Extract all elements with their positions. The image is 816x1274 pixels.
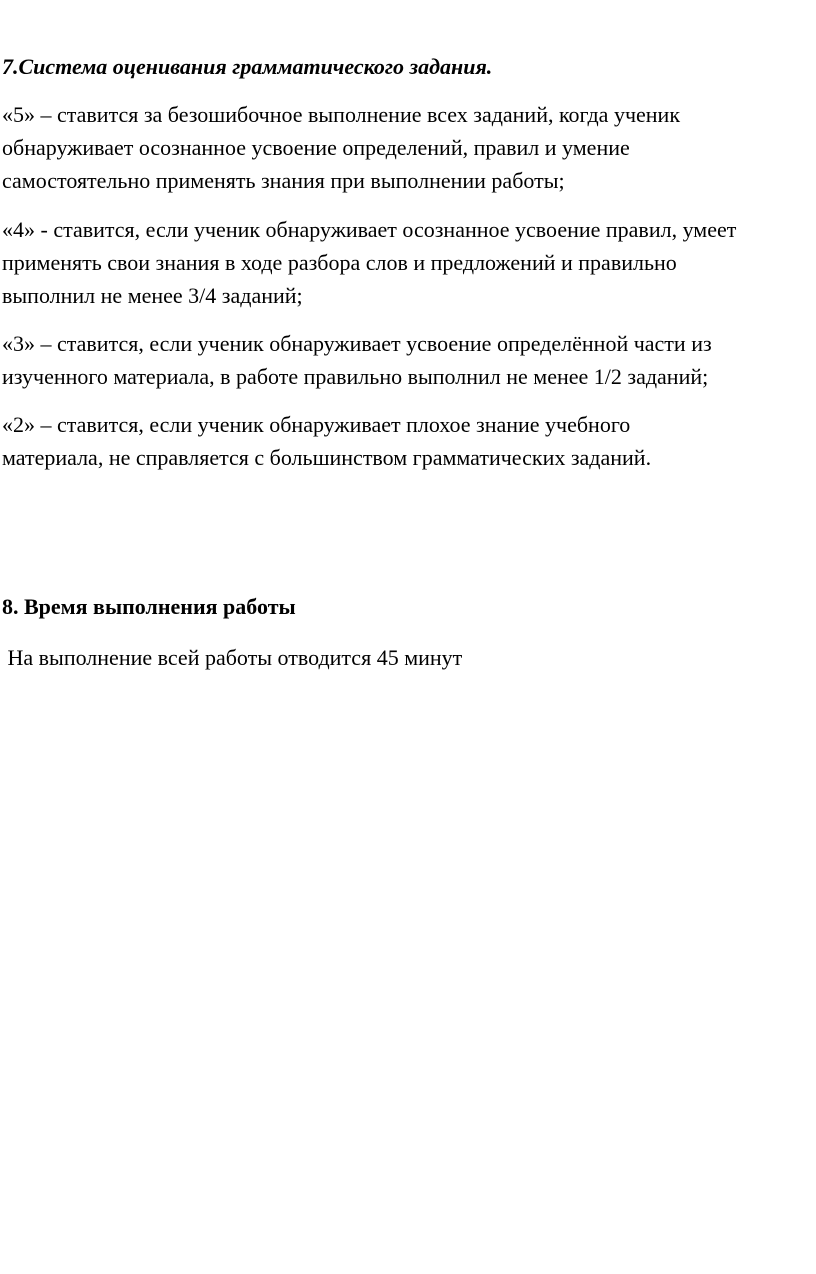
- section-8-text: На выполнение всей работы отводится 45 минут: [2, 645, 463, 670]
- section-8-title: 8. Время выполнения работы: [2, 594, 296, 619]
- grade-4-line: применять свои знания в ходе разбора слов и предложений и правильно: [2, 250, 677, 275]
- section-7-title: 7.Система оценивания грамматического задания.: [2, 54, 493, 79]
- grade-2-line: «2» – ставится, если ученик обнаруживает плохое знание учебного: [2, 412, 631, 437]
- grade-3-line: «3» – ставится, если ученик обнаруживает усвоение определённой части из: [2, 331, 712, 356]
- grade-4-line: выполнил не менее 3/4 заданий;: [2, 283, 303, 308]
- grade-2-line: материала, не справляется с большинством грамматических заданий.: [2, 445, 652, 470]
- grade-4-line: «4» - ставится, если ученик обнаруживает осознанное усвоение правил, умеет: [2, 217, 737, 242]
- grade-5-line: «5» – ставится за безошибочное выполнение всех заданий, когда ученик: [2, 102, 681, 127]
- grade-3-line: изученного материала, в работе правильно выполнил не менее 1/2 заданий;: [2, 364, 709, 389]
- grade-5-line: самостоятельно применять знания при выполнении работы;: [2, 168, 565, 193]
- grade-5-line: обнаруживает осознанное усвоение определений, правил и умение: [2, 135, 630, 160]
